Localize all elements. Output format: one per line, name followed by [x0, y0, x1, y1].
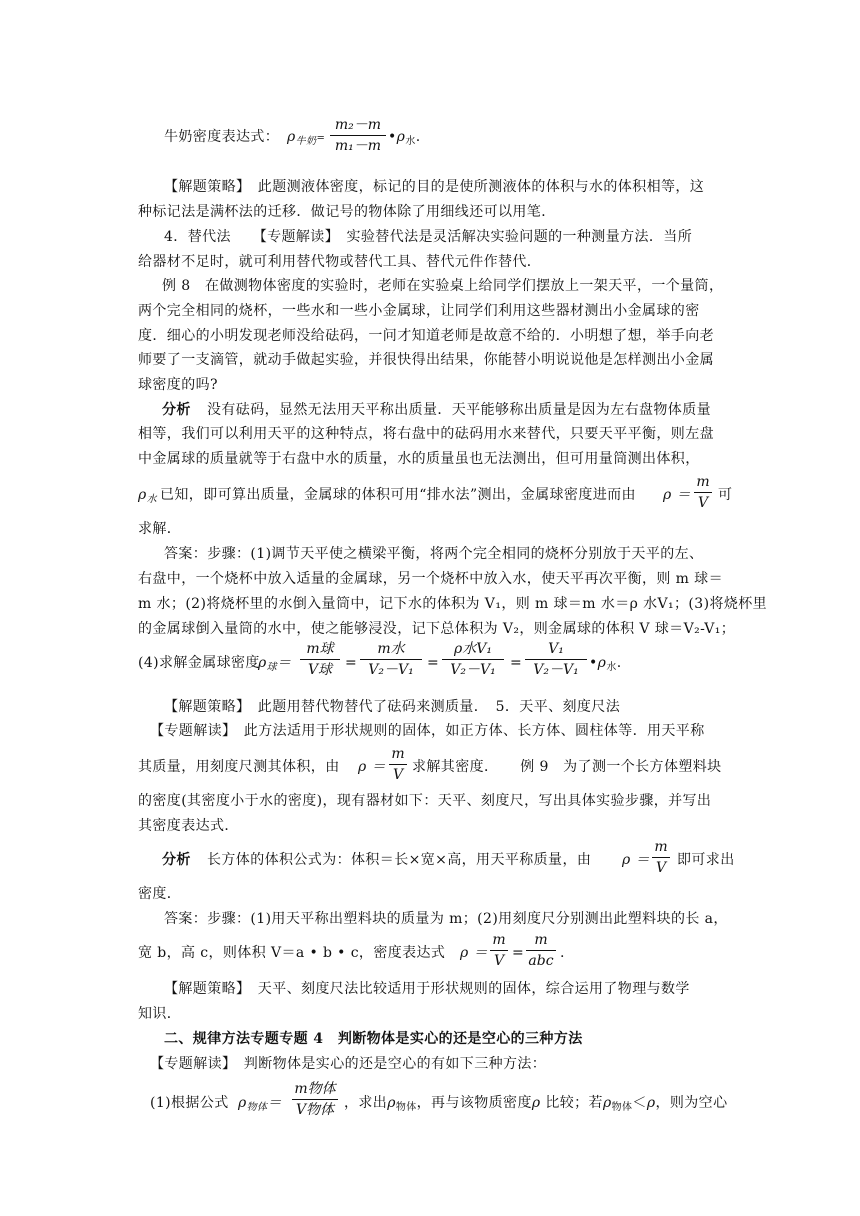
analysis-label: 分析: [162, 852, 191, 868]
milk-density-fraction: m₂－m m₁－m: [330, 116, 386, 155]
analysis-line-1: 没有砝码，显然无法用天平称出质量．天平能够称出质量是因为左右盘物体质量: [207, 402, 711, 418]
method-5-line-2: 其质量，用刻度尺测其体积，由: [138, 759, 340, 775]
rho-symbol: $\rho_{牛奶}=$: [287, 129, 326, 147]
fraction-v1: V₁ V₂－V₁: [525, 640, 587, 679]
analysis-line-4-tail: 可: [718, 487, 733, 503]
rho-symbol: ρ ＝: [663, 487, 691, 503]
period: .: [560, 945, 565, 961]
method-5-intro: 【专题解读】 此方法适用于形状规则的固体，如正方体、长方体、圆柱体等．用天平称: [150, 723, 705, 739]
example-8-line-4: 师要了一支滴管，就动手做起实验，并很快得出结果，你能替小明说说他是怎样测出小金属: [138, 352, 714, 368]
method-4-heading: 4．替代法 【专题解读】 实验替代法是灵活解决实验问题的一种测量方法．当所: [164, 229, 693, 245]
answer-8-line-3: m 水；(2)将烧杯里的水倒入量筒中，记下水的体积为 V₁，则 m 球＝m 水＝ρ 水V₁；(3)将烧杯里: [138, 596, 768, 612]
example-8-line-2: 两个完全相同的烧杯，一些水和一些小金属球，让同学们利用这些器材测出小金属球的密: [138, 303, 700, 319]
answer-8-step-4: (4)求解金属球密度: [138, 655, 260, 671]
rho-object-symbol: $\rho_{物体}=$: [238, 1095, 282, 1113]
fraction-m-object-over-v-object: m物体 V物体: [292, 1080, 338, 1119]
example-8-line-5: 球密度的吗?: [138, 377, 218, 393]
rho-symbol: ρ ＝: [622, 852, 650, 868]
topic-4-intro: 【专题解读】 判断物体是实心的还是空心的有如下三种方法：: [150, 1056, 547, 1072]
answer-8-line-1: 答案：步骤：(1)调节天平使之横梁平衡，将两个完全相同的烧杯分别放于天平的左、: [164, 546, 704, 562]
equals-sign: =: [512, 945, 525, 961]
equals-sign: =: [345, 655, 358, 671]
fraction-m-water: m水 V₂－V₁: [360, 640, 422, 679]
method-4-cont: 给器材不足时，就可利用替代物或替代工具、替代元件作替代．: [138, 254, 542, 270]
density-fraction-m-over-v: m V: [490, 931, 508, 970]
answer-8-line-2: 右盘中，一个烧杯中放入适量的金属球，另一个烧杯中放入水，使天平再次平衡，则 m 球＝: [138, 571, 723, 587]
strategy-paragraph-3: 【解题策略】 天平、刻度尺法比较适用于形状规则的固体，综合运用了物理与数学: [164, 981, 690, 997]
answer-9-line-1: 答案：步骤：(1)用天平称出塑料块的质量为 m；(2)用刻度尺分别测出此塑料块的长 a，: [164, 911, 728, 927]
density-fraction-m-over-v: m V: [652, 838, 670, 877]
answer-9-line-2: 宽 b，高 c，则体积 V＝a • b • c，密度表达式: [138, 945, 446, 961]
analysis-label: 分析: [162, 402, 191, 418]
method-1-line: (1)根据公式: [150, 1095, 229, 1111]
analysis-line-4: 已知，即可算出质量，金属球的体积可用“排水法”测出，金属球密度进而由: [160, 487, 636, 503]
density-fraction-m-over-v: m V: [694, 473, 712, 512]
density-fraction-m-over-abc: m abc: [526, 931, 556, 970]
section-heading-2: 二、规律方法专题专题 4 判断物体是实心的还是空心的三种方法: [164, 1031, 583, 1047]
strategy-paragraph-2: 【解题策略】 此题用替代物替代了砝码来测质量． 5．天平、刻度尺法: [164, 699, 621, 715]
water-density-tail: $•\rho_水$.: [589, 655, 622, 673]
analysis-9-line-1: 长方体的体积公式为：体积＝长×宽×高，用天平称质量，由: [207, 852, 592, 868]
density-fraction-m-over-v: m V: [389, 745, 407, 784]
water-density-tail: $•\rho_水$.: [388, 129, 421, 147]
fraction-rho-water-v1: ρ水V₁ V₂－V₁: [442, 640, 504, 679]
example-8-line-3: 度．细心的小明发现老师没给砝码，一问才知道老师是故意不给的．小明想了想，举手向老: [138, 328, 714, 344]
rho-water-symbol: $\rho_水$: [138, 487, 158, 505]
strategy-paragraph-3-cont: 知识．: [138, 1006, 182, 1022]
equals-sign: =: [510, 655, 523, 671]
answer-8-line-4: 的金属球倒入量筒的水中，使之能够浸没，记下总体积为 V₂，则金属球的体积 V 球＝V₂-V₁；: [138, 621, 736, 637]
analysis-line-5: 求解．: [138, 521, 182, 537]
example-9-start: 求解其密度． 例 9 为了测一个长方体塑料块: [412, 759, 722, 775]
analysis-line-3: 中金属球的质量就等于右盘中水的质量，水的质量虽也无法测出，但可用量筒测出体积，: [138, 451, 700, 467]
method-1-line-cont: ，求出$\rho_{物体}$，再与该物质密度ρ 比较；若$\rho_{物体}<\rho$，则为空心: [344, 1095, 728, 1113]
example-8-line-1: 例 8 在做测物体密度的实验时，老师在实验桌上给同学们摆放上一架天平，一个量筒，: [162, 278, 724, 294]
rho-ball-symbol: $\rho_球=$: [258, 655, 292, 673]
equals-sign: =: [427, 655, 440, 671]
analysis-line-2: 相等，我们可以利用天平的这种特点，将右盘中的砝码用水来替代，只要天平平衡，则左盘: [138, 426, 714, 442]
analysis-9-line-1-tail: 即可求出: [677, 852, 735, 868]
example-9-line-3: 其密度表达式．: [138, 818, 239, 834]
analysis-9-line-2: 密度．: [138, 886, 182, 902]
strategy-paragraph-1-cont: 种标记法是满杯法的迁移．做记号的物体除了用细线还可以用笔．: [138, 204, 556, 220]
milk-density-expression: 牛奶密度表达式：: [164, 129, 280, 145]
strategy-paragraph-1: 【解题策略】 此题测液体密度，标记的目的是使所测液体的体积与水的体积相等，这: [164, 179, 705, 195]
fraction-m-ball-over-v-ball: m球 V球: [300, 640, 340, 679]
rho-symbol: ρ ＝: [460, 945, 488, 961]
example-9-line-2: 的密度(其密度小于水的密度)，现有器材如下：天平、刻度尺，写出具体实验步骤，并写出: [138, 793, 712, 809]
rho-symbol: ρ ＝: [358, 759, 386, 775]
